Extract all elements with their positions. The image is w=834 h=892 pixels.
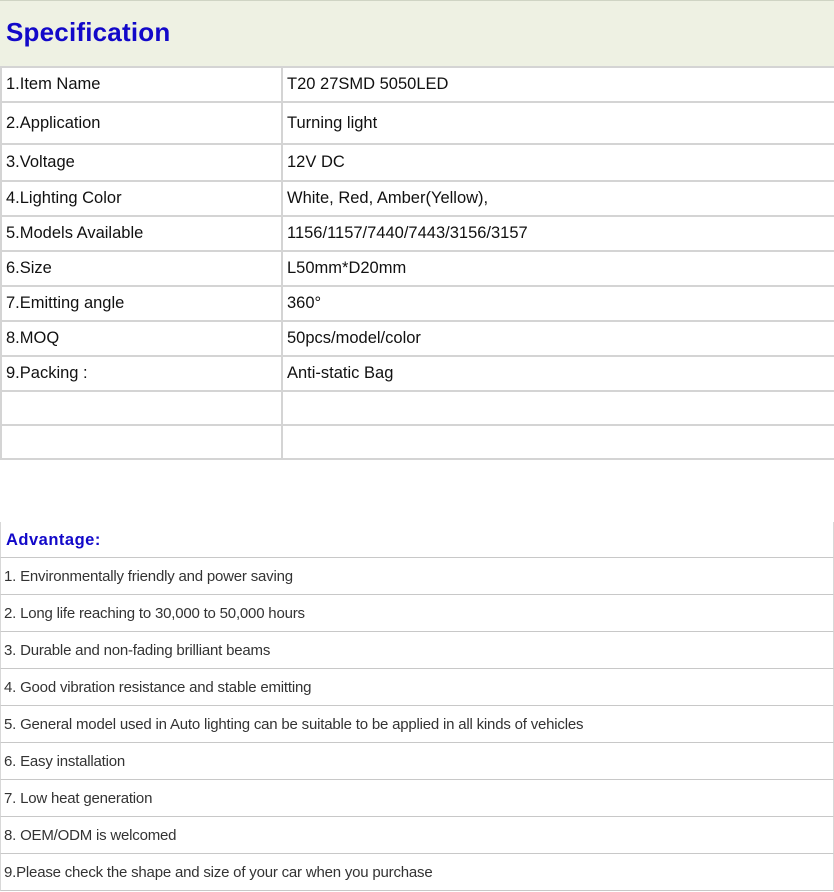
advantage-section [0,522,834,891]
list-item [0,780,834,817]
advantage-title: Advantage: [6,531,101,549]
spec-label: 1.Item Name [1,67,282,102]
spec-value: 50pcs/model/color [282,321,834,356]
specification-title: Specification [6,17,171,47]
spec-label [1,425,282,459]
spec-label: 9.Packing : [1,356,282,391]
table-row [1,321,834,356]
table-row [1,144,834,181]
list-item [0,632,834,669]
table-row [1,356,834,391]
list-item [0,706,834,743]
table-row-empty [1,425,834,459]
list-item [0,595,834,632]
advantage-text: 1. Environmentally friendly and power saving [4,568,293,585]
table-row [1,67,834,102]
table-row [1,181,834,216]
spec-label: 4.Lighting Color [1,181,282,216]
list-item [0,743,834,780]
advantage-text: 5. General model used in Auto lighting can be suitable to be applied in all kinds of vehicles [4,716,584,733]
table-row [1,102,834,144]
advantage-text: 7. Low heat generation [4,790,153,807]
table-row [1,286,834,321]
advantage-text: 8. OEM/ODM is welcomed [4,827,177,844]
spec-value: Anti-static Bag [282,356,834,391]
spec-value: 360° [282,286,834,321]
spec-value [282,425,834,459]
advantage-text: 9.Please check the shape and size of your car when you purchase [4,864,433,881]
advantage-text: 4. Good vibration resistance and stable emitting [4,679,312,696]
specification-header [0,0,834,66]
spec-label: 8.MOQ [1,321,282,356]
spec-value: Turning light [282,102,834,144]
spec-label: 3.Voltage [1,144,282,181]
table-row [1,216,834,251]
spec-label: 2.Application [1,102,282,144]
table-row [1,251,834,286]
spec-value: L50mm*D20mm [282,251,834,286]
spec-label: 5.Models Available [1,216,282,251]
specification-table [0,66,834,460]
spec-value: 1156/1157/7440/7443/3156/3157 [282,216,834,251]
spec-label [1,391,282,425]
list-item [0,854,834,891]
spec-value: 12V DC [282,144,834,181]
spec-label: 7.Emitting angle [1,286,282,321]
table-row-empty [1,391,834,425]
list-item [0,669,834,706]
advantage-text: 6. Easy installation [4,753,126,770]
spec-label: 6.Size [1,251,282,286]
list-item [0,558,834,595]
spec-value: T20 27SMD 5050LED [282,67,834,102]
advantage-header [0,522,834,558]
spec-value: White, Red, Amber(Yellow), [282,181,834,216]
list-item [0,817,834,854]
advantage-text: 3. Durable and non-fading brilliant beams [4,642,271,659]
spec-value [282,391,834,425]
advantage-text: 2. Long life reaching to 30,000 to 50,000 hours [4,605,305,622]
